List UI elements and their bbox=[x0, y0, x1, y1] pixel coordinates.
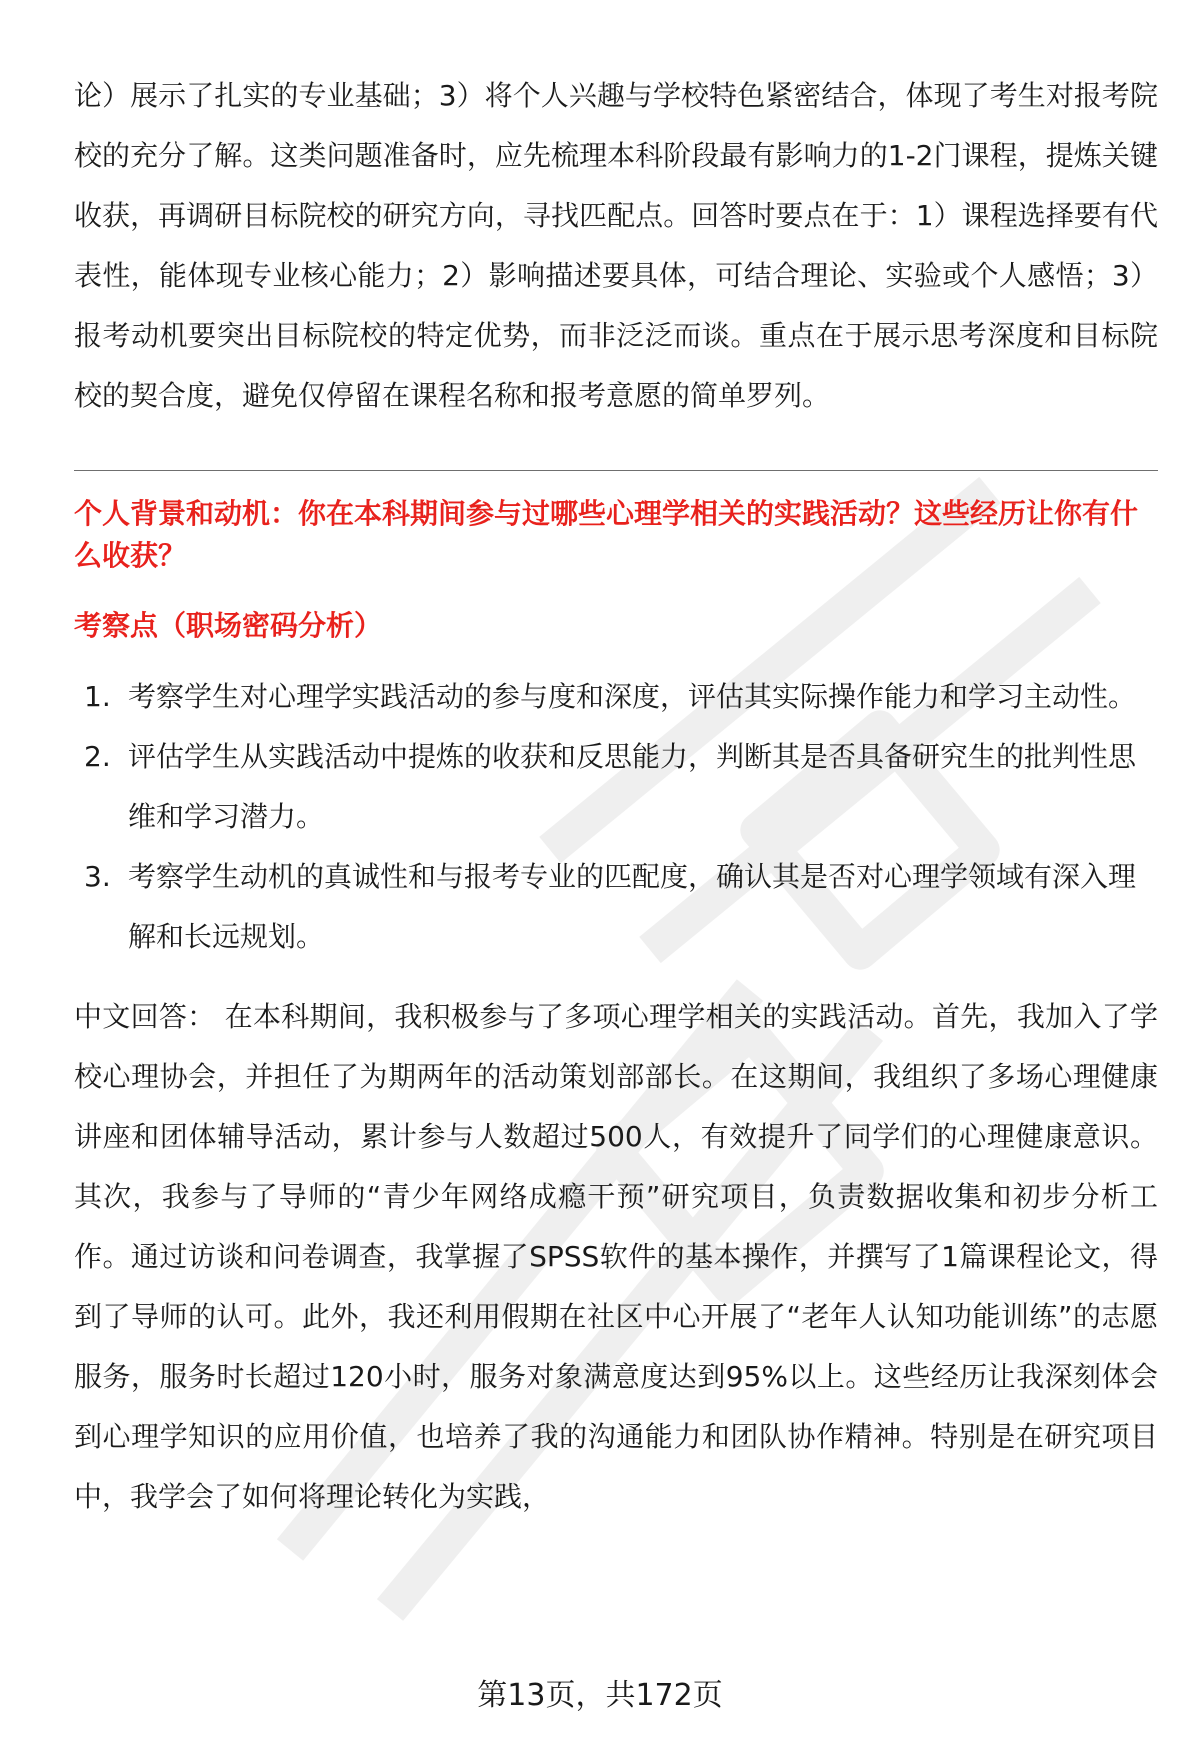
list-item-number: 1. bbox=[84, 680, 111, 713]
list-item-text: 考察学生对心理学实践活动的参与度和深度，评估其实际操作能力和学习主动性。 bbox=[128, 680, 1137, 713]
list-item-text: 考察学生动机的真诚性和与报考专业的匹配度，确认其是否对心理学领域有深入理解和长远规划。 bbox=[128, 860, 1137, 953]
list-item bbox=[74, 847, 1158, 967]
document-page bbox=[74, 66, 1158, 1527]
list-item-number: 2. bbox=[84, 740, 111, 773]
section-divider bbox=[74, 470, 1158, 471]
page-number-footer: 第13页，共172页 bbox=[477, 1678, 723, 1713]
list-item bbox=[74, 667, 1158, 727]
answer-paragraph: 中文回答： 在本科期间，我积极参与了多项心理学相关的实践活动。首先，我加入了学校心理协会，并担任了为期两年的活动策划部部长。在这期间，我组织了多场心理健康讲座和团体辅导活动，累计参与人数超过500人，有效提升了同学们的心理健康意识。其次，我参与了导师的“青少年网络成瘾干预”研究项目，负责数据收集和初步分析工作。通过访谈和问卷调查，我掌握了SPSS软件的基本操作，并撰写了1篇课程论文，得到了导师的认可。此外，我还利用假期在社区中心开展了“老年人认知功能训练”的志愿服务，服务时长超过120小时，服务对象满意度达到95%以上。这些经历让我深刻体会到心理学知识的应用价值，也培养了我的沟通能力和团队协作精神。特别是在研究项目中，我学会了如何将理论转化为实践， bbox=[74, 1000, 1158, 1513]
section-title: 考察点（职场密码分析） bbox=[74, 609, 383, 642]
list-item bbox=[74, 727, 1158, 847]
question-title: 个人背景和动机：你在本科期间参与过哪些心理学相关的实践活动？这些经历让你有什么收获？ bbox=[74, 497, 1139, 572]
list-item-number: 3. bbox=[84, 860, 111, 893]
assessment-points-list bbox=[74, 667, 1158, 967]
list-item-text: 评估学生从实践活动中提炼的收获和反思能力，判断其是否具备研究生的批判性思维和学习潜力。 bbox=[128, 740, 1137, 833]
intro-paragraph: 论）展示了扎实的专业基础；3）将个人兴趣与学校特色紧密结合，体现了考生对报考院校的充分了解。这类问题准备时，应先梳理本科阶段最有影响力的1-2门课程，提炼关键收获，再调研目标院校的研究方向，寻找匹配点。回答时要点在于：1）课程选择要有代表性，能体现专业核心能力；2）影响描述要具体，可结合理论、实验或个人感悟；3）报考动机要突出目标院校的特定优势，而非泛泛而谈。重点在于展示思考深度和目标院校的契合度，避免仅停留在课程名称和报考意愿的简单罗列。 bbox=[74, 79, 1158, 412]
